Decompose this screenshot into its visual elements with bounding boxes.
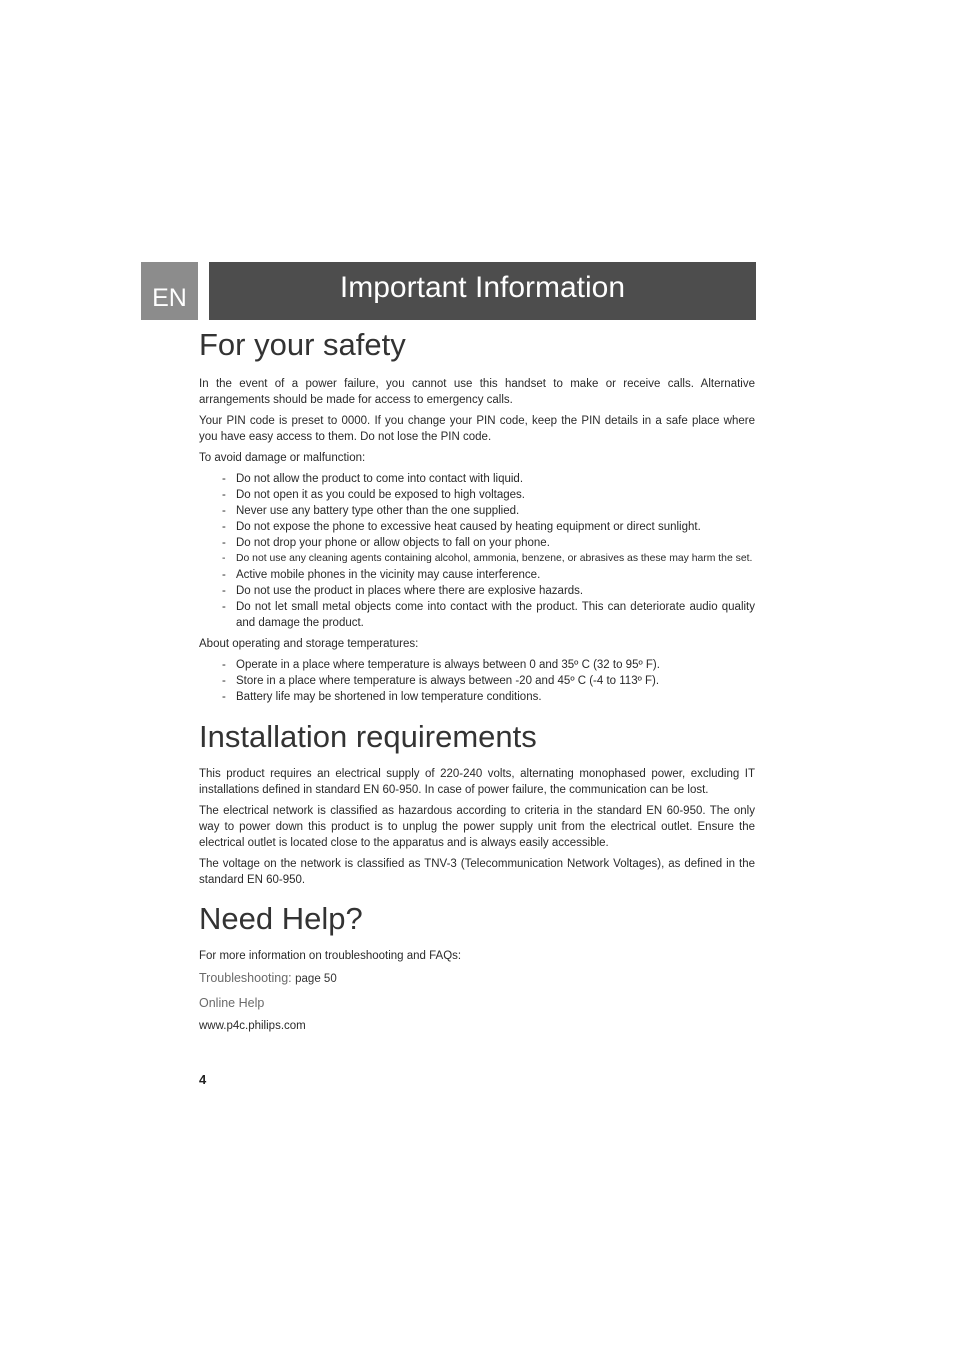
header-bar: [209, 262, 756, 320]
safety-paragraph: Your PIN code is preset to 0000. If you change your PIN code, keep the PIN details in a safe place where you have easy access to them. Do not lose the PIN code.: [199, 415, 755, 443]
safety-paragraph: To avoid damage or malfunction:: [199, 452, 366, 464]
list-item: - Do not drop your phone or allow objects to fall on your phone.: [222, 537, 550, 549]
installation-paragraph: The voltage on the network is classified as TNV-3 (Telecommunication Network Voltages), as defined in the standard EN 60-950.: [199, 858, 755, 886]
help-heading: Need Help?: [199, 901, 363, 936]
installation-heading: Installation requirements: [199, 719, 537, 754]
damage-list: [199, 471, 755, 631]
troubleshooting-page: page 50: [295, 973, 337, 985]
list-item: - Never use any battery type other than the one supplied.: [222, 505, 520, 517]
list-item: - Do not allow the product to come into contact with liquid.: [222, 473, 524, 485]
list-item: - Do not let small metal objects come into contact with the product. This can deteriorate audio quality and damage the product.: [222, 601, 755, 629]
language-tab: EN: [141, 262, 198, 320]
online-help-link[interactable]: Online Help: [199, 996, 265, 1010]
safety-paragraph: In the event of a power failure, you cannot use this handset to make or receive calls. Alternative arrangements should be made for access to emergency calls.: [199, 378, 755, 406]
page-content: [199, 326, 755, 1034]
list-item: - Do not expose the phone to excessive heat caused by heating equipment or direct sunlight.: [222, 521, 701, 533]
installation-paragraph: The electrical network is classified as hazardous according to criteria in the standard EN 60-950. The only way to power down this product is to unplug the power supply unit from the electrical outlet. Ensure the electrical outlet is located close to the apparatus and is always easily accessible.: [199, 805, 755, 849]
list-item: - Battery life may be shortened in low temperature conditions.: [222, 691, 542, 703]
list-item: - Operate in a place where temperature is always between 0 and 35º C (32 to 95º F).: [222, 659, 660, 671]
help-section: [199, 900, 755, 1034]
safety-section: [199, 326, 755, 705]
help-url[interactable]: www.p4c.philips.com: [199, 1020, 306, 1032]
list-item: - Store in a place where temperature is always between -20 and 45º C (-4 to 113º F).: [222, 675, 660, 687]
list-item: - Do not open it as you could be exposed to high voltages.: [222, 489, 525, 501]
troubleshooting-link[interactable]: [199, 969, 755, 988]
temperature-intro: About operating and storage temperatures:: [199, 638, 419, 650]
installation-paragraph: This product requires an electrical supply of 220-240 volts, alternating monophased power, excluding IT installations defined in standard EN 60-950. In case of power failure, the communication can be lost.: [199, 768, 755, 796]
help-intro: For more information on troubleshooting and FAQs:: [199, 950, 462, 962]
header-title: Important Information: [339, 271, 626, 304]
temperature-list: [199, 657, 755, 705]
page-number: 4: [199, 1072, 207, 1087]
troubleshooting-label: Troubleshooting:: [199, 971, 292, 985]
list-item: - Active mobile phones in the vicinity may cause interference.: [222, 569, 541, 581]
list-item: - Do not use the product in places where there are explosive hazards.: [222, 585, 584, 597]
safety-heading: For your safety: [199, 327, 406, 362]
installation-section: [199, 718, 755, 888]
list-item: - Do not use any cleaning agents containing alcohol, ammonia, benzene, or abrasives as these may harm the set.: [222, 553, 753, 564]
